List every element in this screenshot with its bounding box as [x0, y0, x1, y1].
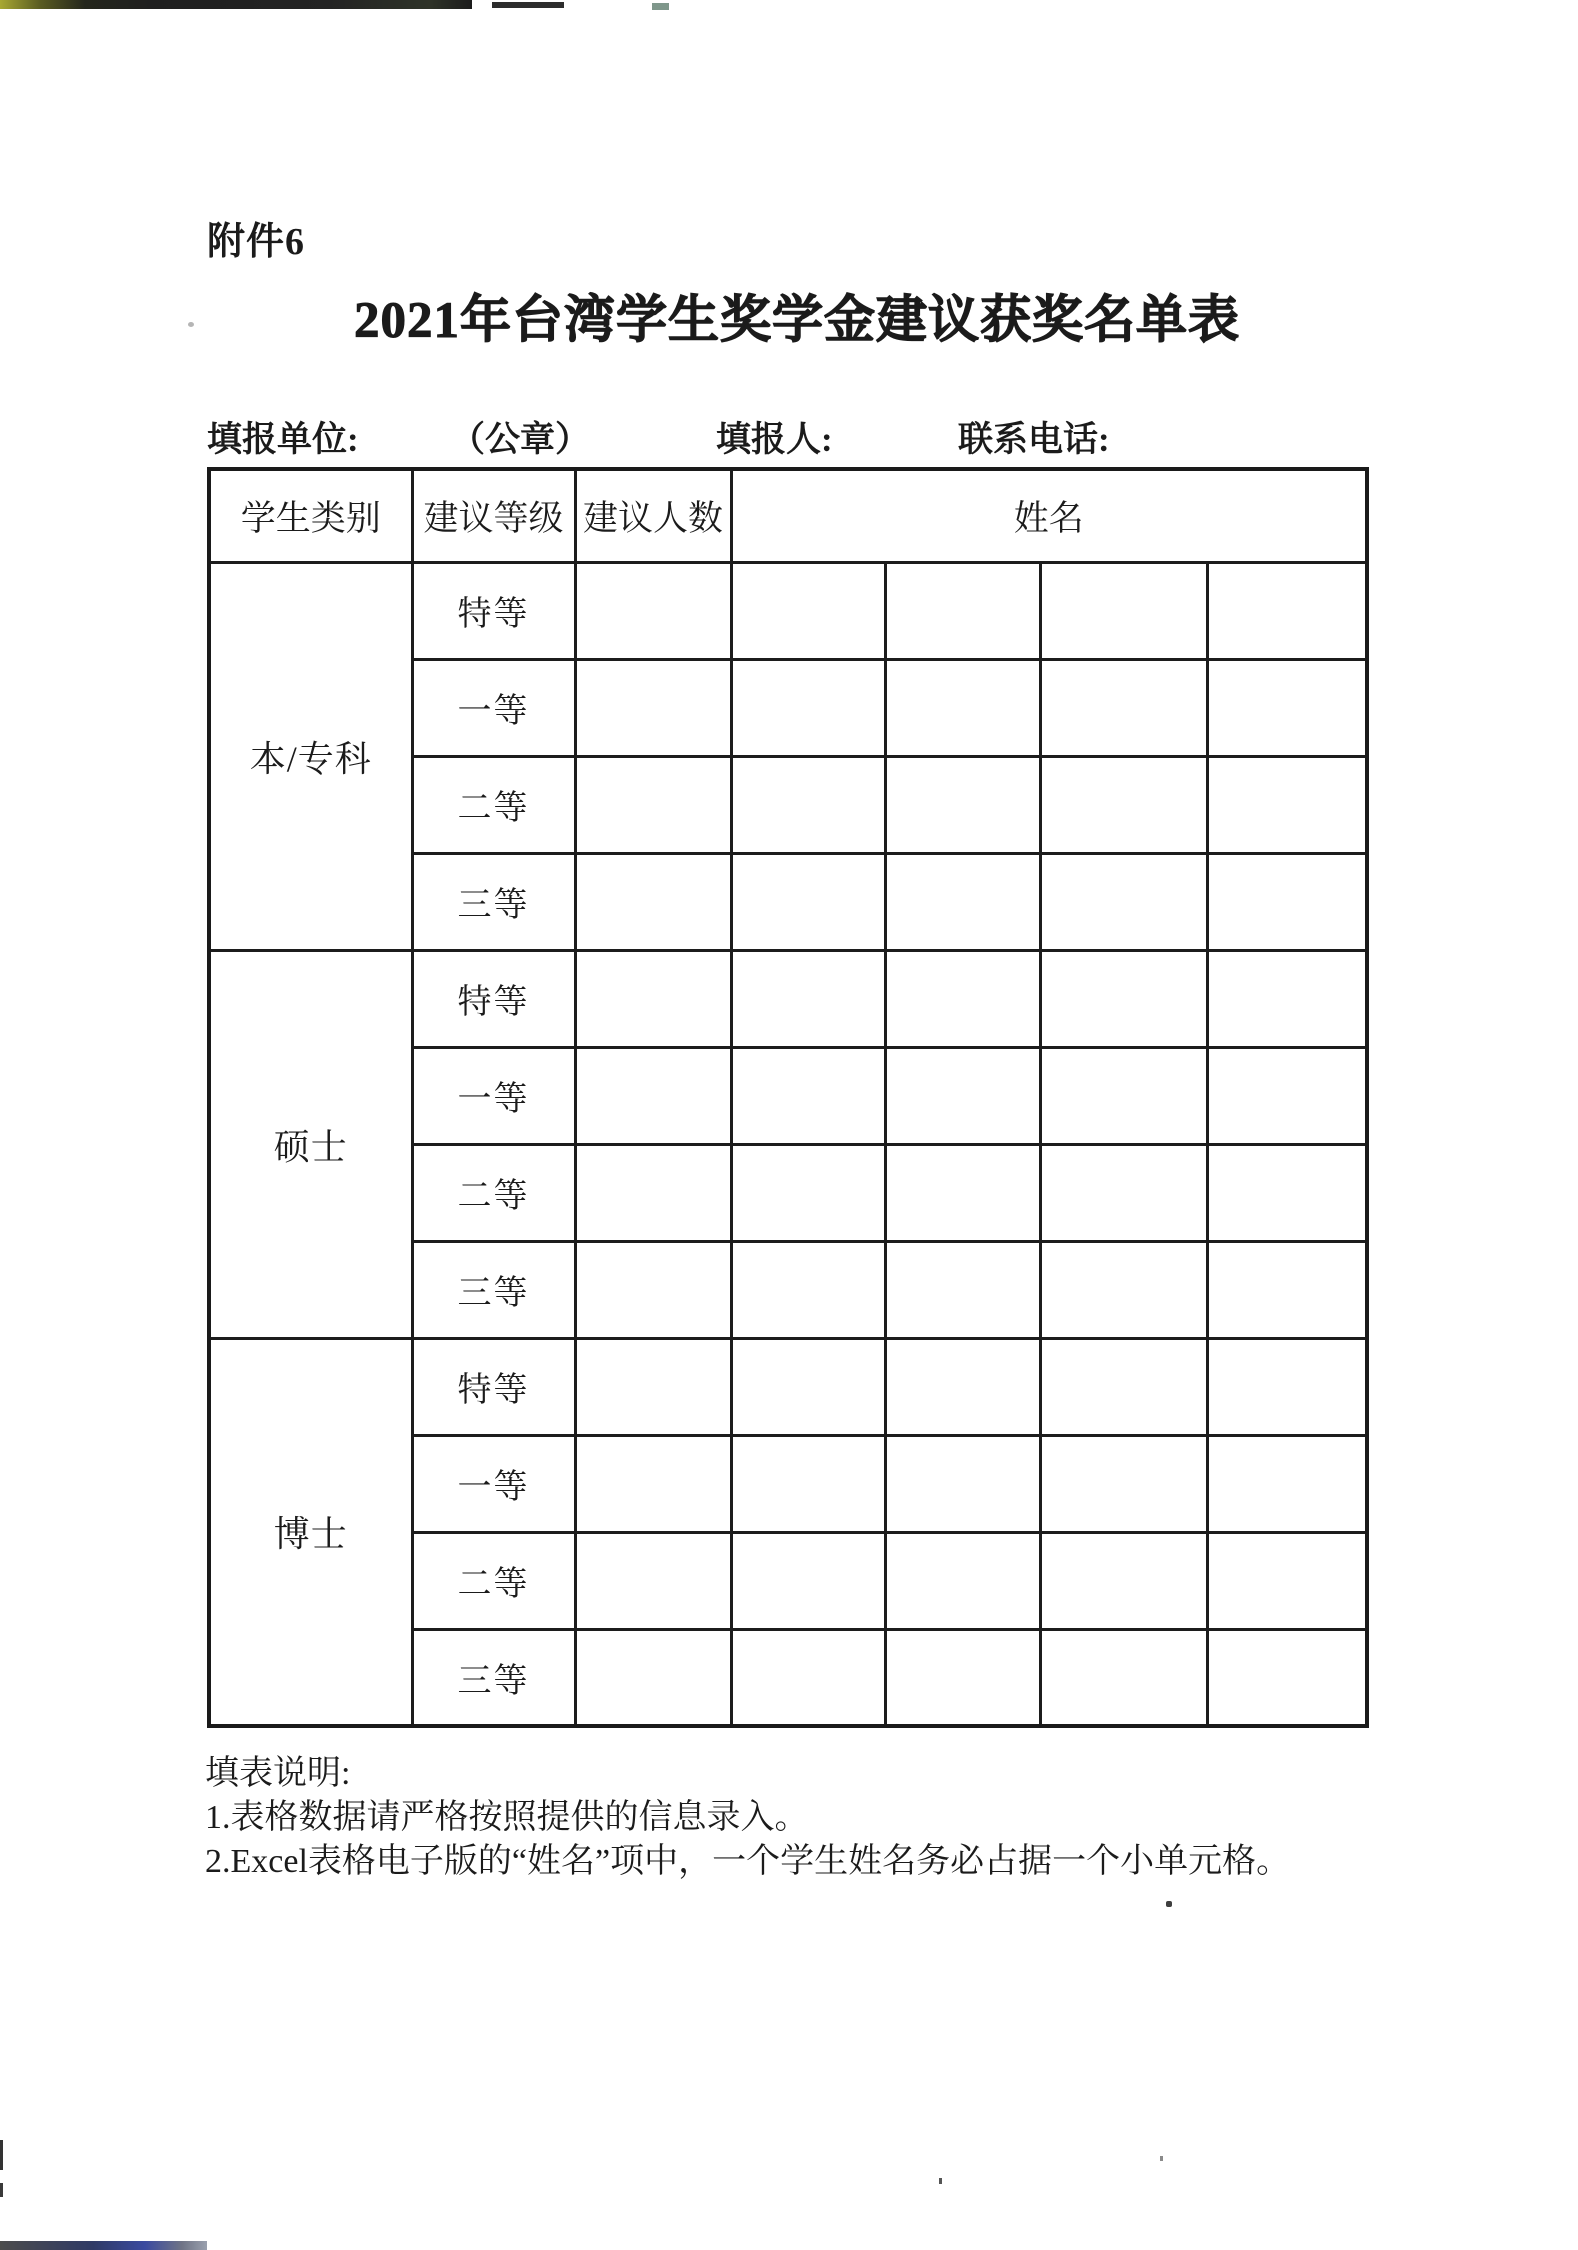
name-cell [1040, 950, 1207, 1047]
name-cell [885, 659, 1040, 756]
name-cell [885, 1629, 1040, 1726]
count-cell [575, 853, 731, 950]
level-cell: 三等 [412, 1629, 575, 1726]
name-cell [1207, 1629, 1367, 1726]
name-cell [1207, 1144, 1367, 1241]
table-header-row [209, 469, 1367, 562]
name-cell [885, 950, 1040, 1047]
header-name: 姓名 [731, 469, 1367, 562]
scan-artifact-left-edge-2 [0, 2183, 3, 2197]
document-title: 2021年台湾学生奖学金建议获奖名单表 [353, 293, 1240, 349]
scan-speck [939, 2178, 942, 2184]
count-cell [575, 659, 731, 756]
name-cell [1040, 1629, 1207, 1726]
attachment-label: 附件6 [207, 221, 306, 263]
scan-speck [1160, 2156, 1163, 2161]
contact-phone-label: 联系电话: [958, 420, 1110, 459]
name-cell [1207, 950, 1367, 1047]
name-cell [731, 853, 885, 950]
name-cell [731, 659, 885, 756]
name-cell [1040, 1144, 1207, 1241]
name-cell [1040, 1532, 1207, 1629]
level-cell: 三等 [412, 1241, 575, 1338]
level-cell: 一等 [412, 659, 575, 756]
level-cell: 二等 [412, 756, 575, 853]
name-cell [731, 950, 885, 1047]
name-cell [885, 1532, 1040, 1629]
official-seal-label: （公章） [450, 420, 591, 459]
name-cell [885, 1047, 1040, 1144]
name-cell [1207, 659, 1367, 756]
count-cell [575, 1144, 731, 1241]
scan-artifact-top-speck [652, 3, 669, 10]
filler-name-label: 填报人: [716, 420, 833, 459]
table-row [209, 950, 1367, 1047]
name-cell [885, 1435, 1040, 1532]
name-cell [1040, 853, 1207, 950]
name-cell [1207, 1338, 1367, 1435]
count-cell [575, 1532, 731, 1629]
count-cell [575, 1629, 731, 1726]
category-cell: 博士 [209, 1338, 412, 1726]
reporting-unit-label: 填报单位: [207, 420, 359, 459]
name-cell [1040, 1047, 1207, 1144]
name-cell [1207, 1435, 1367, 1532]
name-cell [885, 756, 1040, 853]
level-cell: 二等 [412, 1532, 575, 1629]
category-cell: 本/专科 [209, 562, 412, 950]
count-cell [575, 950, 731, 1047]
name-cell [1207, 1532, 1367, 1629]
name-cell [885, 853, 1040, 950]
name-cell [731, 1144, 885, 1241]
scan-speck [1166, 1901, 1172, 1907]
name-cell [1207, 1241, 1367, 1338]
count-cell [575, 1241, 731, 1338]
level-cell: 二等 [412, 1144, 575, 1241]
name-cell [885, 1144, 1040, 1241]
count-cell [575, 1435, 731, 1532]
level-cell: 一等 [412, 1435, 575, 1532]
name-cell [1207, 1047, 1367, 1144]
name-cell [1040, 1241, 1207, 1338]
name-cell [1040, 1338, 1207, 1435]
award-list-table [207, 467, 1369, 1728]
count-cell [575, 756, 731, 853]
level-cell: 特等 [412, 562, 575, 659]
note-item: 2.Excel表格电子版的“姓名”项中，一个学生姓名务必占据一个小单元格。 [205, 1843, 1291, 1880]
name-cell [731, 1338, 885, 1435]
level-cell: 三等 [412, 853, 575, 950]
scan-artifact-bottom-band [0, 2241, 207, 2250]
name-cell [731, 1435, 885, 1532]
name-cell [731, 1629, 885, 1726]
header-suggested-level: 建议等级 [412, 469, 575, 562]
table-row [209, 562, 1367, 659]
name-cell [1040, 756, 1207, 853]
count-cell [575, 1047, 731, 1144]
count-cell [575, 562, 731, 659]
name-cell [1040, 1435, 1207, 1532]
note-item: 1.表格数据请严格按照提供的信息录入。 [205, 1799, 809, 1836]
level-cell: 特等 [412, 950, 575, 1047]
scan-artifact-top-band [0, 0, 472, 9]
name-cell [731, 1047, 885, 1144]
category-cell: 硕士 [209, 950, 412, 1338]
notes-heading: 填表说明: [205, 1755, 351, 1792]
name-cell [1207, 562, 1367, 659]
name-cell [731, 1532, 885, 1629]
name-cell [885, 1338, 1040, 1435]
level-cell: 特等 [412, 1338, 575, 1435]
name-cell [1207, 756, 1367, 853]
name-cell [885, 562, 1040, 659]
name-cell [1207, 853, 1367, 950]
level-cell: 一等 [412, 1047, 575, 1144]
name-cell [1040, 562, 1207, 659]
name-cell [1040, 659, 1207, 756]
scan-artifact-left-edge [0, 2140, 3, 2170]
table-row [209, 1338, 1367, 1435]
name-cell [731, 756, 885, 853]
name-cell [885, 1241, 1040, 1338]
header-student-category: 学生类别 [209, 469, 412, 562]
scan-artifact-top-band-2 [492, 2, 564, 8]
count-cell [575, 1338, 731, 1435]
header-suggested-count: 建议人数 [575, 469, 731, 562]
name-cell [731, 1241, 885, 1338]
name-cell [731, 562, 885, 659]
